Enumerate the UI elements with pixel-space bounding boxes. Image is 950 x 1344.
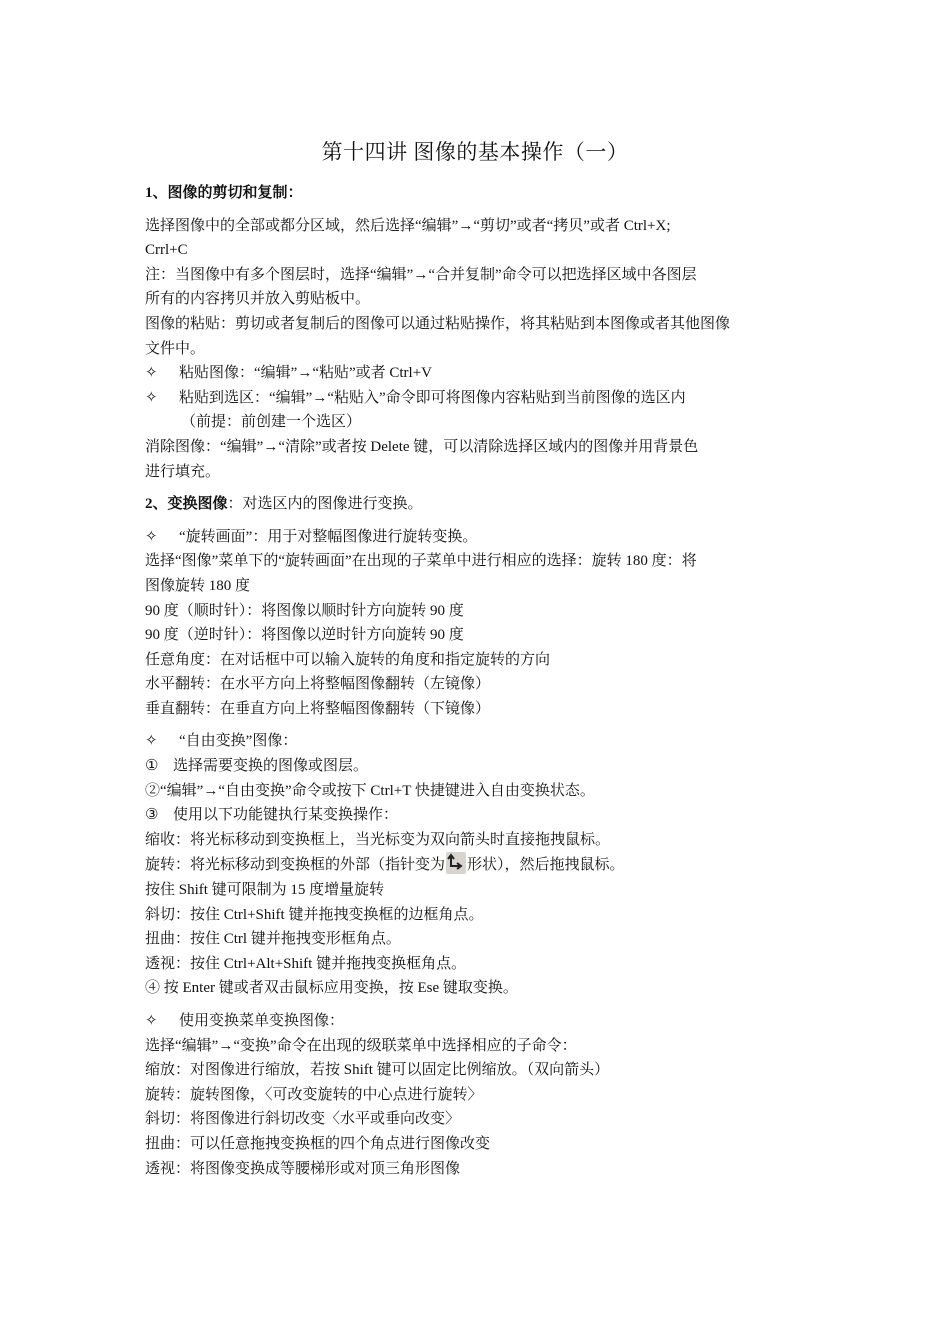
paragraph-line: 图像的粘贴：剪切或者复制后的图像可以通过粘贴操作，将其粘贴到本图像或者其他图像 bbox=[145, 315, 731, 332]
step-text: “编辑”→“自由变换”命令或按下 Ctrl+T 快捷键进入自由变换状态。 bbox=[160, 782, 595, 799]
paragraph-line: 透视：将图像变换成等腰梯形或对顶三角形图像 bbox=[145, 1160, 461, 1177]
paragraph-line: 注：当图像中有多个图层时，选择“编辑”→“合并复制”命令可以把选择区域中各图层 bbox=[145, 266, 697, 283]
paragraph-line: 选择“图像”菜单下的“旋转画面”在出现的子菜单中进行相应的选择：旋转 180 度：将 bbox=[145, 553, 697, 570]
bullet-item bbox=[145, 1009, 805, 1034]
paragraph-line: 图像旋转 180 度 bbox=[145, 577, 251, 594]
paragraph-line: 选择“编辑”→“变换”命令在出现的级联菜单中选择相应的子命令： bbox=[145, 1037, 577, 1054]
paragraph-line bbox=[145, 852, 805, 878]
paragraph-line: 选择图像中的全部或都分区域，然后选择“编辑”→“剪切”或者“拷贝”或者 Ctrl+X; bbox=[145, 217, 671, 234]
paragraph-line: 水平翻转：在水平方向上将整幅图像翻转（左镜像） bbox=[145, 676, 491, 693]
bullet-item bbox=[145, 525, 805, 550]
paragraph-line: 缩放：对图像进行缩放，若按 Shift 键可以固定比例缩放。（双向箭头） bbox=[145, 1062, 610, 1079]
step-item bbox=[145, 779, 805, 804]
paragraph-line: 扭曲：按住 Ctrl 键并拖拽变形框角点。 bbox=[145, 931, 401, 948]
paragraph-line: 90 度（顺时针）：将图像以顺时针方向旋转 90 度 bbox=[145, 602, 464, 619]
rotate-cursor-icon bbox=[446, 852, 466, 874]
diamond-bullet-icon: ✧ bbox=[145, 1013, 158, 1029]
paragraph-line: 进行填充。 bbox=[145, 463, 221, 480]
step-item bbox=[145, 754, 805, 779]
paragraph-line: 透视：按住 Ctrl+Alt+Shift 键并拖拽变换框角点。 bbox=[145, 955, 467, 972]
rotate-text-a: 旋转：将光标移动到变换框的外部（指针变为 bbox=[145, 857, 446, 874]
paragraph-line: 按住 Shift 键可限制为 15 度增量旋转 bbox=[145, 882, 385, 899]
step-item bbox=[145, 803, 805, 828]
bullet-continuation: （前提：前创建一个选区） bbox=[181, 414, 362, 431]
circled-number-1: ① bbox=[145, 758, 159, 775]
paragraph-line: 90 度（逆时针）：将图像以逆时针方向旋转 90 度 bbox=[145, 627, 464, 644]
document-body bbox=[145, 181, 805, 1181]
paragraph-line: 文件中。 bbox=[145, 340, 206, 357]
paragraph-line: 消除图像：“编辑”→“清除”或者按 Delete 键，可以清除选择区域内的图像并用背景色 bbox=[145, 438, 699, 455]
bullet-text: 粘贴图像：“编辑”→“粘贴”或者 Ctrl+V bbox=[179, 365, 433, 382]
diamond-bullet-icon: ✧ bbox=[145, 528, 158, 545]
diamond-bullet-icon: ✧ bbox=[145, 733, 158, 750]
paragraph-line: 斜切：将图像进行斜切改变〈水平或垂向改变〉 bbox=[145, 1111, 461, 1128]
diamond-bullet-icon: ✧ bbox=[145, 389, 158, 406]
paragraph-line: ④ 按 Enter 键或者双击鼠标应用变换，按 Ese 键取变换。 bbox=[145, 980, 518, 997]
paragraph-line: 扭曲：可以任意拖拽变换框的四个角点进行图像改变 bbox=[145, 1135, 491, 1152]
diamond-bullet-icon: ✧ bbox=[145, 365, 158, 382]
page-title: 第十四讲 图像的基本操作（一） bbox=[321, 140, 629, 164]
bullet-text: 使用变换菜单变换图像： bbox=[179, 1013, 345, 1029]
bullet-text: “旋转画面”：用于对整幅图像进行旋转变换。 bbox=[179, 528, 478, 545]
section2-heading-rest: ：对选区内的图像进行变换。 bbox=[227, 496, 423, 513]
paragraph-line: 缩收：将光标移动到变换框上，当光标变为双向箭头时直接拖拽鼠标。 bbox=[145, 831, 611, 848]
section2-heading bbox=[145, 492, 805, 517]
section1-heading: 1、图像的剪切和复制： bbox=[145, 185, 303, 201]
rotate-text-b: 形状），然后拖拽鼠标。 bbox=[467, 857, 625, 874]
paragraph-line: 垂直翻转：在垂直方向上将整幅图像翻转（下镜像） bbox=[145, 700, 491, 717]
paragraph-line: 斜切：按住 Ctrl+Shift 键并拖拽变换框的边框角点。 bbox=[145, 906, 484, 923]
step-text: 使用以下功能键执行某变换操作： bbox=[173, 807, 399, 824]
bullet-text: 粘贴到选区：“编辑”→“粘贴入”命令即可将图像内容粘贴到当前图像的选区内 bbox=[179, 389, 686, 406]
paragraph-line: 旋转：旋转图像，〈可改变旋转的中心点进行旋转〉 bbox=[145, 1086, 483, 1103]
paragraph-line: Crrl+C bbox=[145, 242, 188, 259]
circled-number-2: ② bbox=[145, 782, 161, 799]
step-text: 选择需要变换的图像或图层。 bbox=[173, 758, 369, 775]
circled-number-3: ③ bbox=[145, 807, 159, 824]
section2-heading-bold: 2、变换图像 bbox=[145, 496, 228, 513]
bullet-text: “自由变换”图像： bbox=[179, 733, 298, 750]
paragraph-line: 所有的内容拷贝并放入剪贴板中。 bbox=[145, 291, 371, 308]
paragraph-line: 任意角度：在对话框中可以输入旋转的角度和指定旋转的方向 bbox=[145, 651, 551, 668]
bullet-item bbox=[145, 729, 805, 754]
bullet-item bbox=[145, 386, 805, 411]
bullet-item bbox=[145, 361, 805, 386]
